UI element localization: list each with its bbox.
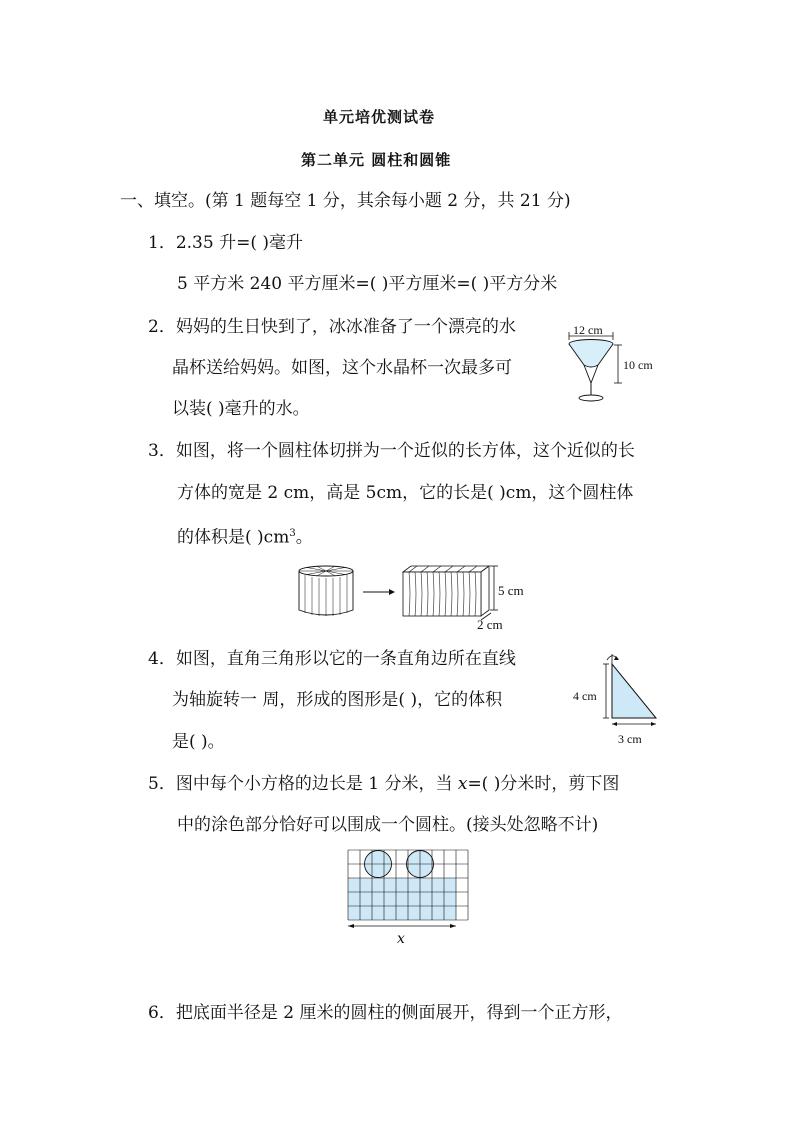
- q4-line1: 4．如图，直角三角形以它的一条直角边所在直线: [148, 649, 516, 669]
- page-title: 单元培优测试卷: [323, 108, 436, 126]
- q4-line2: 为轴旋转一 周，形成的图形是( )，它的体积: [172, 690, 503, 710]
- q5-line2: 中的涂色部分恰好可以围成一个圆柱。(接头处忽略不计): [177, 815, 599, 835]
- q2-line3: 以装( )毫升的水。: [172, 399, 310, 419]
- q1-line2: 5 平方米 240 平方厘米=( )平方厘米=( )平方分米: [177, 274, 558, 294]
- section-heading: 一、填空。(第 1 题每空 1 分，其余每小题 2 分，共 21 分): [120, 191, 571, 211]
- cuboid-height-label: 5 cm: [498, 583, 524, 598]
- cuboid-width-label: 2 cm: [477, 617, 503, 632]
- q5-line1-text: 5．图中每个小方格的边长是 1 分米，当: [148, 774, 458, 794]
- q2-line1: 2．妈妈的生日快到了，冰冰准备了一个漂亮的水: [148, 317, 516, 337]
- page-subtitle: 第二单元 圆柱和圆锥: [301, 151, 452, 169]
- q3-line1: 3．如图，将一个圆柱体切拼为一个近似的长方体，这个近似的长: [148, 441, 635, 461]
- q2-line2: 晶杯送给妈妈。如图，这个水晶杯一次最多可: [172, 358, 512, 378]
- grid-x-label: x: [397, 931, 405, 947]
- q5-variable: x: [457, 774, 468, 794]
- triangle-side-label: 4 cm: [573, 689, 597, 703]
- q6-line1: 6．把底面半径是 2 厘米的圆柱的侧面展开，得到一个正方形，: [148, 1003, 623, 1023]
- q3-line3-text: 的体积是( )cm: [177, 527, 290, 548]
- goblet-side-label: 10 cm: [623, 358, 653, 372]
- q5-line1-rest: =( )分米时，剪下图: [467, 774, 620, 794]
- q3-line3-end: 。: [295, 527, 313, 548]
- right-triangle-figure: [600, 648, 670, 738]
- goblet-top-label: 12 cm: [573, 323, 603, 337]
- q1-line1: 1．2.35 升=( )毫升: [148, 233, 303, 253]
- q3-line3: [177, 523, 313, 549]
- q5-line1: [148, 773, 619, 795]
- cylinder-net-grid-figure: [344, 848, 478, 948]
- q3-line3-sup: 3: [289, 528, 296, 539]
- triangle-base-label: 3 cm: [618, 732, 642, 746]
- q4-line3: 是( )。: [172, 732, 225, 752]
- q3-line2: 方体的宽是 2 cm，高是 5cm，它的长是( )cm，这个圆柱体: [177, 483, 634, 503]
